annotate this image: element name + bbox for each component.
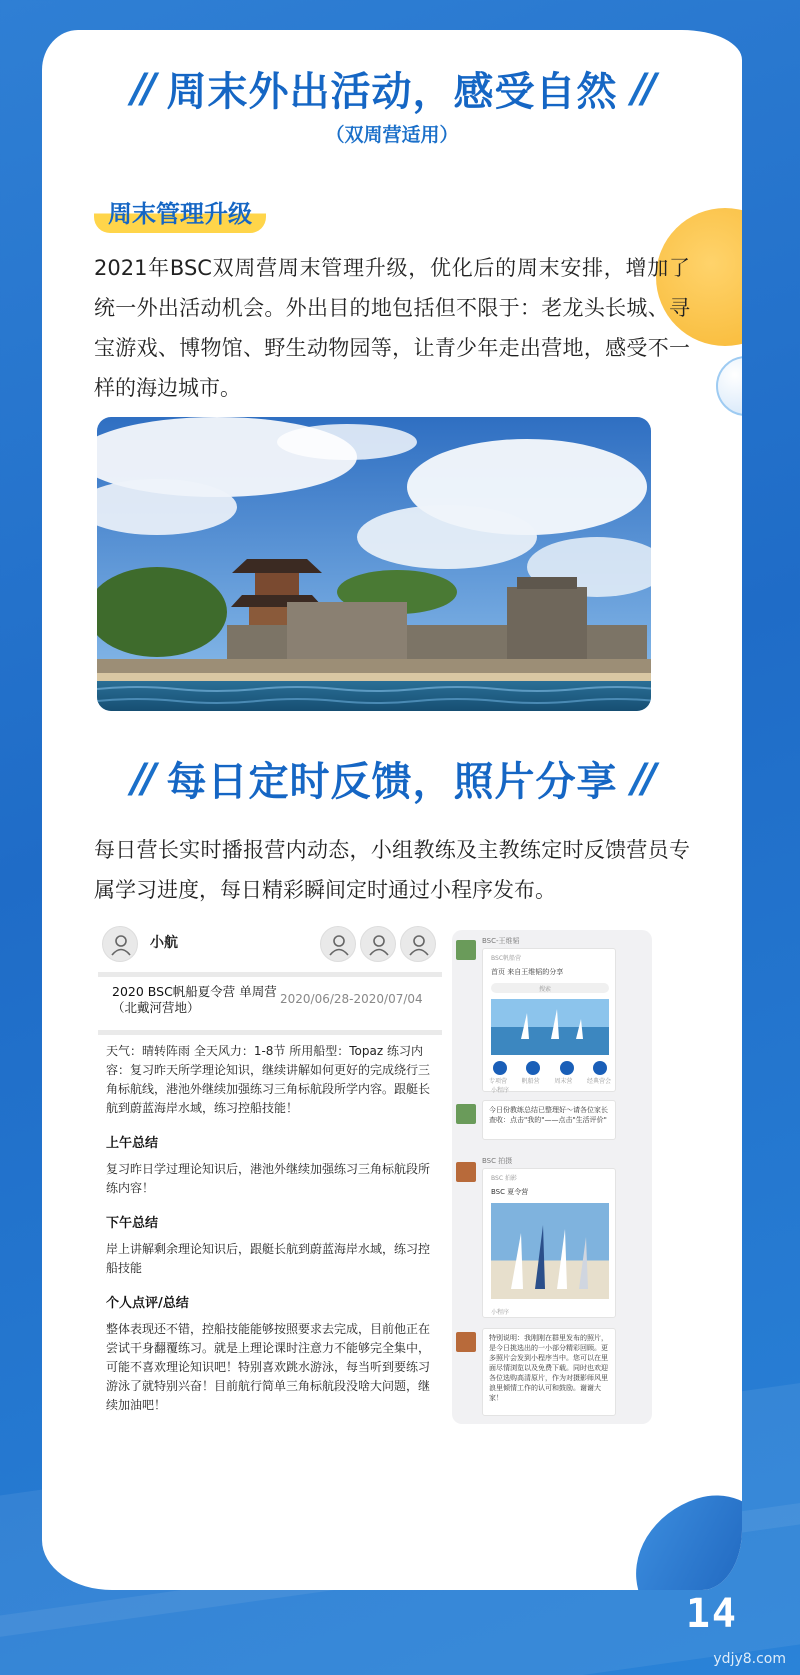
section1-title-row [42,60,742,117]
icon-label: 帆船营 [521,1078,540,1085]
section1-title: 周末外出活动，感受自然 [167,60,618,117]
user-icon [409,934,429,956]
mini-program-card[interactable] [482,1168,616,1318]
chat-message [482,1328,616,1416]
chat-sender: BSC-王维韬 [482,937,520,945]
user-name: 小航 [150,935,178,951]
chat-sender: BSC 拍摄 [482,1157,513,1165]
slash-icon: // [131,755,153,802]
avatar [360,926,396,962]
afternoon-text: 岸上讲解剩余理论知识后，跟艇长航到蔚蓝海岸水域，练习控船技能 [106,1242,431,1275]
section1-paragraph: 2021年BSC双周营周末管理升级，优化后的周末安排，增加了统一外出活动机会。外出目的地包括但不限于：老龙头长城、寻宝游戏、博物馆、野生动物园等，让青少年走出营地，感受不一样的海边城市。 [94,256,690,400]
icon-label: 周末营 [554,1078,573,1085]
section1-subtitle: （双周营适用） [325,124,459,146]
user-icon [111,934,131,956]
user-icon [329,934,349,956]
weather-text: 天气：晴转阵雨 全天风力：1-8节 所用船型：Topaz 练习内容：复习昨天所学理论知识，继续讲解如何更好的完成绕行三角标航线，港池外继续加强练习三角标航段所学内容。跟艇长航到蔚蓝海岸水域，练习控船技能！ [106,1044,431,1115]
classic-camp-icon [593,1061,607,1075]
morning-heading: 上午总结 [106,1136,159,1151]
section2-title-row [42,750,742,807]
slash-icon: // [631,65,653,112]
avatar [456,1332,476,1352]
card-brand: BSC帆船营 [491,955,522,962]
search-placeholder: 搜索 [539,986,552,993]
page-number: 14 [685,1591,738,1637]
weekend-camp-icon [560,1061,574,1075]
avatar [456,940,476,960]
chat-message [482,1100,616,1140]
divider [98,1030,442,1035]
mini-program-label: 小程序 [491,1087,510,1094]
section2-title: 每日定时反馈，照片分享 [167,750,618,807]
section2-paragraph: 每日营长实时播报营内动态，小组教练及主教练定时反馈营员专属学习进度，每日精彩瞬间定时通过小程序发布。 [94,838,690,902]
avatar [456,1162,476,1182]
sailing-photo [491,999,609,1055]
card-title: BSC 夏令营 [491,1188,529,1196]
avatar [320,926,356,962]
icon-label: 经典营会 [586,1078,611,1085]
corner-wave-decoration [617,1481,742,1590]
camp-title: 2020 BSC帆船夏令营 单周营（北戴河营地） [112,984,277,1015]
card-icon-labels [489,1076,611,1085]
user-bar [98,920,442,968]
regatta-photo [491,1203,609,1299]
watermark: ydjy8.com [713,1651,786,1667]
chat-screenshot [452,930,652,1424]
slash-icon: // [131,65,153,112]
afternoon-heading: 下午总结 [106,1216,159,1231]
slash-icon: // [631,755,653,802]
card-icon-row [493,1061,607,1075]
divider [98,972,442,977]
bubble-decoration [716,356,742,416]
section-tag: 周末管理升级 [94,190,266,233]
avatar [456,1104,476,1124]
review-text: 整体表现还不错，控船技能能够按照要求去完成，目前他正在尝试干身翻覆练习。就是上理论课时注意力不能够完全集中，可能不喜欢理论知识吧！特别喜欢跳水游泳，每当听到要练习游泳了就特别兴奋！目前航行简单三角标航段没啥大问题，继续加油吧！ [106,1322,431,1412]
review-heading: 个人点评/总结 [106,1296,189,1311]
camp-report-screenshot [98,920,442,1430]
user-icon [369,934,389,956]
mini-program-label: 小程序 [491,1309,510,1316]
avatar [400,926,436,962]
card-brand: BSC 拍影 [491,1175,517,1182]
avatar [102,926,138,962]
mini-program-card[interactable] [482,948,616,1092]
special-camp-icon [493,1061,507,1075]
content-card [42,30,742,1590]
morning-text: 复习昨日学过理论知识后，港池外继续加强练习三角标航段所练内容！ [106,1162,431,1195]
search-bar [491,983,609,993]
message-text: 特别说明：我刚刚在群里发布的照片，是今日挑选出的一小部分精彩回顾。更多照片会发到小程序当中。您可以在里面尽情浏览以及免费下载。同时也欢迎各位选购高清原片，作为对摄影师风里浪里倾情工作的认可和鼓励。谢谢大家！ [489,1334,608,1402]
message-text: 今日份教练总结已整理好～请各位家长查收：点击"我的"——点击"生活评价" [489,1106,608,1124]
camp-date: 2020/06/28-2020/07/04 [280,992,423,1006]
icon-label: 专项营 [489,1078,508,1085]
great-wall-photo [97,417,651,711]
card-title: 首页 来自王维韬的分享 [491,968,564,976]
sailing-camp-icon [526,1061,540,1075]
